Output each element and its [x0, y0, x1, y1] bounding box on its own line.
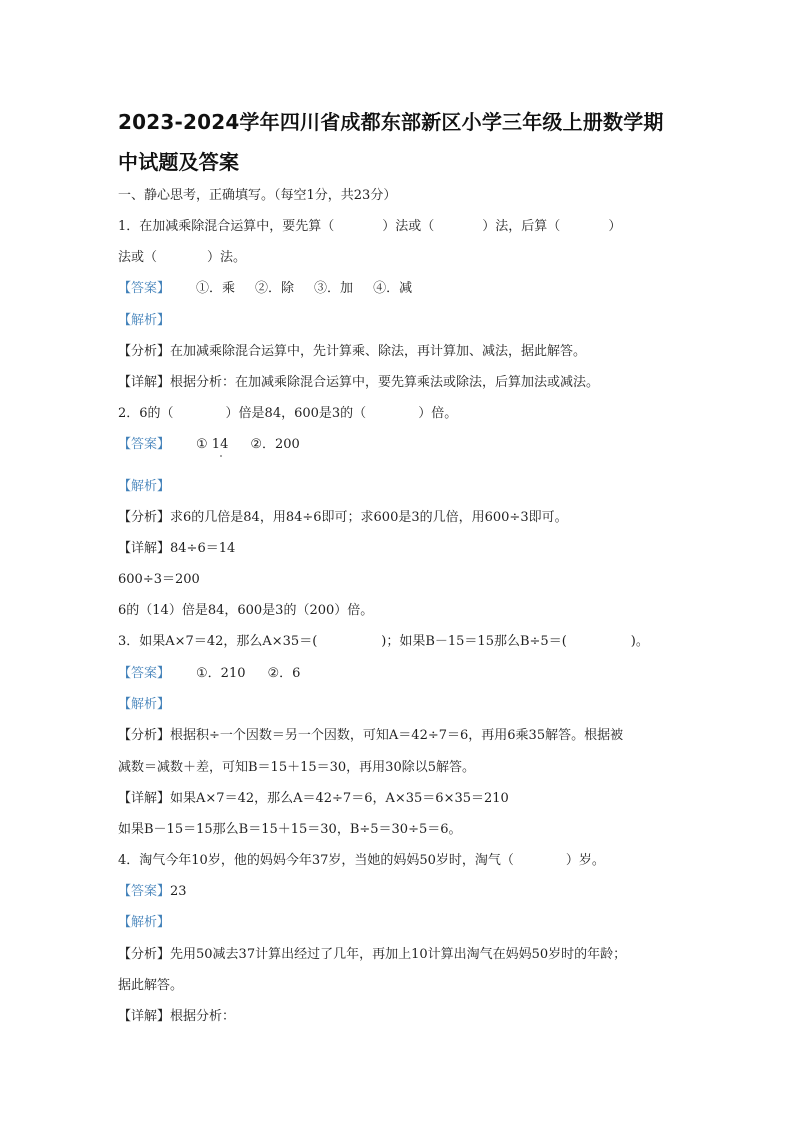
q2-text-a: 2．6的（: [118, 406, 174, 421]
q1-answer-4: ④．减: [373, 281, 413, 296]
document-title-line-1: 2023-2024学年四川省成都东部新区小学三年级上册数学期: [118, 110, 664, 134]
q4-text-a: 4．淘气今年10岁，他的妈妈今年37岁，当她的妈妈50岁时，淘气（: [118, 853, 514, 868]
q3-text-a: 3．如果A×7＝42，那么A×35＝(: [118, 634, 318, 649]
q1-text-d: ）: [608, 219, 622, 234]
q2-detail-text: 84÷6＝14: [170, 541, 236, 556]
question-2: [118, 406, 457, 422]
answer-label: 【答案】: [118, 281, 171, 296]
question-4-answer: [118, 884, 187, 900]
q3-text-c: )。: [630, 634, 649, 649]
q2-text-b: ）倍是84，600是3的（: [225, 406, 367, 421]
q2-detail: [118, 541, 235, 557]
q2-analysis-text: 求6的几倍是84，用84÷6即可；求600是3的几倍，用600÷3即可。: [170, 510, 568, 525]
q1-text-b: ）法或（: [382, 219, 435, 234]
q3-detail-text: 如果A×7＝42，那么A＝42÷7＝6，A×35＝6×35＝210: [170, 791, 509, 806]
q2-answer-1: ① 14: [196, 437, 229, 452]
q3-analysis-header: 【解析】: [118, 697, 171, 712]
q1-text-f: ）法。: [207, 250, 247, 265]
q3-answer-1: ①．210: [196, 666, 246, 681]
q1-analysis-text: 在加减乘除混合运算中，先计算乘、除法，再计算加、减法，据此解答。: [170, 344, 587, 359]
analysis-label: 【分析】: [118, 510, 171, 525]
q4-detail-text: 根据分析：: [170, 1009, 236, 1024]
detail-label: 【详解】: [118, 1009, 171, 1024]
question-1-answer: [118, 281, 412, 297]
question-4: [118, 853, 605, 869]
q1-detail-text: 根据分析：在加减乘除混合运算中，要先算乘法或除法，后算加法或减法。: [170, 375, 600, 390]
answer-label: 【答案】: [118, 437, 171, 452]
answer-label: 【答案】: [118, 666, 171, 681]
q1-text-c: ）法，后算（: [482, 219, 561, 234]
q3-text-b: )；如果B－15＝15那么B÷5＝(: [381, 634, 567, 649]
q4-answer: 23: [170, 884, 187, 899]
detail-label: 【详解】: [118, 541, 171, 556]
q2-analysis: [118, 510, 568, 526]
q4-analysis-text: 先用50减去37计算出经过了几年，再加上10计算出淘气在妈妈50岁时的年龄；: [170, 947, 627, 962]
q4-detail: [118, 1009, 235, 1025]
q1-text-e: 法或（: [118, 250, 158, 265]
q2-analysis-header: 【解析】: [118, 479, 171, 494]
q4-analysis: [118, 947, 626, 963]
analysis-label: 【分析】: [118, 947, 171, 962]
question-3: [118, 634, 649, 650]
analysis-label: 【分析】: [118, 344, 171, 359]
q3-detail: [118, 791, 509, 807]
q3-detail-line-2: 如果B－15＝15那么B＝15＋15＝30，B÷5＝30÷5＝6。: [118, 822, 462, 837]
q3-answer-2: ②．6: [267, 666, 301, 681]
q3-analysis: [118, 728, 623, 744]
q4-analysis-header: 【解析】: [118, 915, 171, 930]
q2-detail-line-2: 600÷3＝200: [118, 572, 200, 587]
q1-answer-3: ③．加: [314, 281, 354, 296]
q1-analysis: [118, 344, 586, 360]
q2-answer-2: ②．200: [250, 437, 300, 452]
q1-text-a: 1．在加减乘除混合运算中，要先算（: [118, 219, 335, 234]
q3-analysis-cont: 减数＝减数＋差，可知B＝15＋15＝30，再用30除以5解答。: [118, 760, 475, 775]
detail-label: 【详解】: [118, 791, 171, 806]
document-title-line-2: 中试题及答案: [118, 150, 240, 174]
analysis-label: 【分析】: [118, 728, 171, 743]
question-1-line-1: [118, 219, 621, 235]
section-heading: 一、静心思考，正确填写。（每空1分，共23分）: [118, 188, 397, 203]
question-2-answer: [118, 437, 300, 453]
q1-answer-1: ①．乘: [196, 281, 236, 296]
q4-analysis-cont: 据此解答。: [118, 978, 184, 993]
q2-detail-line-3: 6的（14）倍是84，600是3的（200）倍。: [118, 603, 374, 618]
answer-label: 【答案】: [118, 884, 171, 899]
q4-text-b: ）岁。: [565, 853, 605, 868]
question-1-line-2: [118, 250, 246, 266]
question-3-answer: [118, 666, 300, 682]
q1-answer-2: ②．除: [255, 281, 295, 296]
stray-mark: [220, 455, 222, 457]
q3-analysis-text: 根据积÷一个因数＝另一个因数，可知A＝42÷7＝6，再用6乘35解答。根据被: [170, 728, 624, 743]
q2-text-c: ）倍。: [418, 406, 458, 421]
q1-analysis-header: 【解析】: [118, 313, 171, 328]
detail-label: 【详解】: [118, 375, 171, 390]
q1-detail: [118, 375, 599, 391]
